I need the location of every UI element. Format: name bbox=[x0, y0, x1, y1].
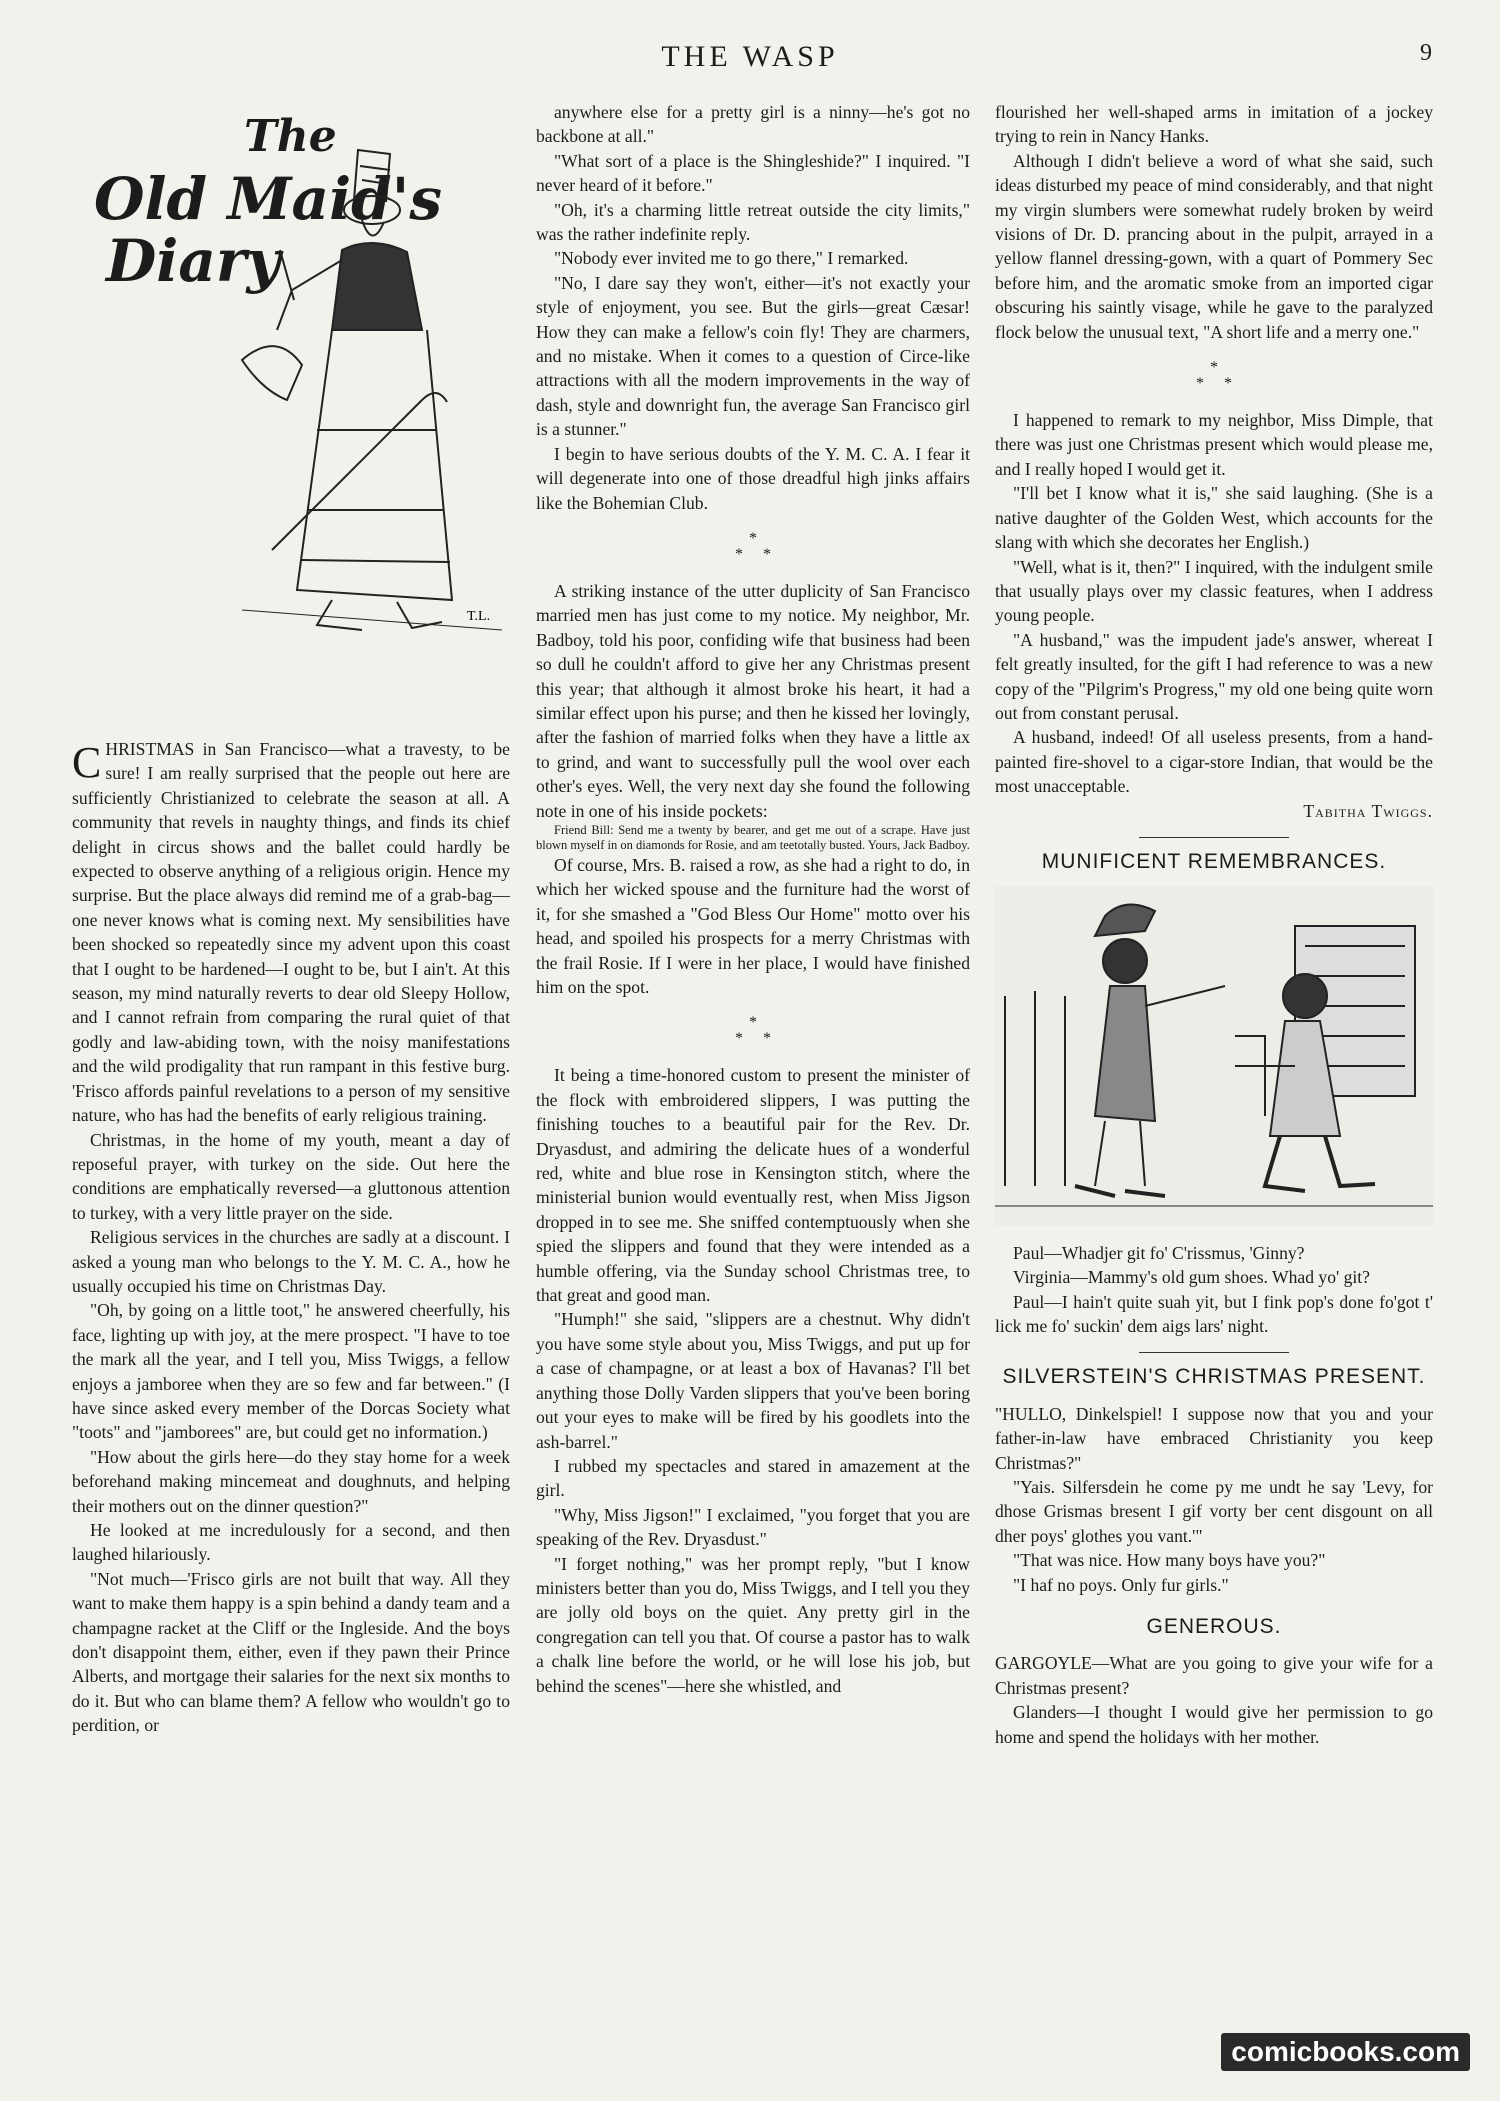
title-block bbox=[72, 100, 510, 645]
paragraph: Of course, Mrs. B. raised a row, as she had a right to do, in which her wicked spouse and the furniture had the worst of it, for she smashed a "God Bless Our Home" motto over his head, and spoiled his prospects for a merry Christmas with the frail Rosie. If I were in her place, I would have finished him on the spot. bbox=[536, 854, 970, 997]
dialog-munificent bbox=[995, 1241, 1433, 1339]
paragraph: Christmas, in the home of my youth, meant a day of reposeful prayer, with turkey on the side. Out here the conditions are emphatically reversed—a gluttonous attention to turkey, with a very little prayer on the side. bbox=[72, 1129, 510, 1223]
title-line-3: Diary bbox=[106, 227, 281, 295]
paragraph: It being a time-honored custom to present the minister of the flock with embroidered slippers, I was putting the finishing touches to a beautiful pair for the Rev. Dr. Dryasdust, and admiring the delicate hues of a wonderful red, white and blue rose in Kensington stitch, where the ministerial bunion would eventually rest, when Miss Jigson dropped in to see me. She sniffed contemptuously when she spied the slippers and found that they were intended as a humble offering, via the Sunday school Christmas tree, to that great and good man. bbox=[536, 1065, 970, 1306]
paragraph: CHRISTMAS in San Francisco—what a travesty, to be sure! I am really surprised that the people out here are sufficiently Christianized to celebrate the season at all. A community that revels in naughty things, and finds its chief delight in circus shows and the ballet could hardly be expected to observe anything of a religious origin. Hence my surprise. But the place always did remind me of a grab-bag—one never knows what is coming next. My sensibilities have been shocked so repeatedly since my advent upon this coast that I ought to be hardened—I ought to be, but I ain't. At this season, my mind naturally reverts to dear old Sleepy Hollow, and I cannot refrain from comparing the rural quiet of that godly and law-abiding town, with the noisy manifestations and the wild prodigality that run rampant in this festive burg. 'Frisco affords painful revelations to a person of my sensitive nature, who has had the benefits of early religious training. bbox=[72, 738, 510, 1126]
dialog-line: Paul—Whadjer git fo' C'rissmus, 'Ginny? bbox=[1013, 1242, 1305, 1263]
paragraph: "Well, what is it, then?" I inquired, with the indulgent smile that usually plays over my classic features, when I address young people. bbox=[995, 556, 1433, 626]
paragraph: "HULLO, Dinkelspiel! I suppose now that you and your father-in-law have embraced Christianity you keep Christmas?" bbox=[995, 1403, 1433, 1473]
paragraph: A husband, indeed! Of all useless presents, from a hand-painted fire-shovel to a cigar-store Indian, that would be the most unacceptable. bbox=[995, 727, 1433, 797]
page-number: 9 bbox=[1420, 40, 1432, 66]
title-line-1: The bbox=[244, 111, 337, 162]
illustrator-initials: T.L. bbox=[467, 609, 491, 624]
paragraph: GARGOYLE—What are you going to give your wife for a Christmas present? bbox=[995, 1653, 1433, 1698]
section-title-munificent: MUNIFICENT REMEMBRANCES. bbox=[1041, 849, 1387, 873]
paragraph: "I'll bet I know what it is," she said laughing. (She is a native daughter of the Golden West, which accounts for the slang with which she decorates her English.) bbox=[995, 483, 1433, 553]
paragraph: I rubbed my spectacles and stared in amazement at the girl. bbox=[536, 1455, 970, 1501]
section-break: * * * bbox=[735, 529, 771, 563]
divider bbox=[1139, 1352, 1289, 1353]
column-3 bbox=[995, 100, 1433, 1749]
section-break: * * * bbox=[735, 1014, 771, 1048]
note-text: Friend Bill: Send me a twenty by bearer, and get me out of a scrape. Have just blown myself in on diamonds for Rosie, and am teetotally busted. Yours, Jack Badboy. bbox=[536, 822, 970, 852]
paragraph: "What sort of a place is the Shingleshide?" I inquired. "I never heard of it before." bbox=[536, 150, 970, 196]
paragraph: "Oh, by going on a little toot," he answered cheerfully, his face, lighting up with joy, at the mere prospect. "I have to toe the mark all the year, and I tell you, Miss Twiggs, a fellow enjoys a jamboree when they are so few and far between." (I have since asked every member of the Dorcas Society what "toots" and "jamborees" are, but could get no information.) bbox=[72, 1300, 510, 1443]
running-head: THE WASP bbox=[661, 40, 839, 73]
paragraph: "Nobody ever invited me to go there," I remarked. bbox=[554, 248, 909, 269]
paragraph: "That was nice. How many boys have you?" bbox=[1013, 1550, 1326, 1571]
paragraph: "Why, Miss Jigson!" I exclaimed, "you forget that you are speaking of the Rev. Dryasdust." bbox=[536, 1504, 970, 1550]
paragraph: "Yais. Silfersdein he come py me undt he say 'Levy, for dhose Grismas bresent I gif vorty ber cent disgount on all dher poys' glothes you vant.'" bbox=[995, 1477, 1433, 1546]
dialog-line: Paul—I hain't quite suah yit, but I fink pop's done fo'got t' lick me fo' suckin' dem aigs lars' night. bbox=[995, 1291, 1433, 1336]
paragraph: "A husband," was the impudent jade's answer, whereat I felt greatly insulted, for the gift I had reference to was a new copy of the "Pilgrim's Progress," my old one being quite worn out from constant perusal. bbox=[995, 629, 1433, 723]
paragraph: "Oh, it's a charming little retreat outside the city limits," was the rather indefinite reply. bbox=[536, 199, 970, 245]
paragraph: anywhere else for a pretty girl is a ninny—he's got no backbone at all." bbox=[536, 102, 970, 147]
watermark: comicbooks.com bbox=[1221, 2033, 1470, 2071]
old-maid-illustration bbox=[222, 130, 522, 650]
title-line-2: Old Maid's bbox=[94, 165, 443, 233]
paragraph: "No, I dare say they won't, either—it's not exactly your style of enjoyment, you see. But the girls—great Cæsar! How they can make a fellow's coin fly! They are charmers, and no mistake. When it comes to a question of Circe-like attractions with all the modern improvements in the way of dash, style and downright fun, the average San Francisco girl is a stunner." bbox=[536, 272, 970, 440]
section-title-silverstein: SILVERSTEIN'S CHRISTMAS PRESENT. bbox=[1002, 1365, 1426, 1389]
paragraph: "How about the girls here—do they stay home for a week beforehand making mincemeat and doughnuts, and helping their mothers out on the dinner question?" bbox=[72, 1446, 510, 1516]
paragraph: Glanders—I thought I would give her permission to go home and spend the holidays with her mother. bbox=[995, 1702, 1433, 1747]
paragraph: I happened to remark to my neighbor, Miss Dimple, that there was just one Christmas present which would please me, and I really hoped I would get it. bbox=[995, 410, 1433, 479]
drop-cap: C bbox=[72, 738, 102, 787]
section-break: * * * bbox=[1196, 359, 1232, 393]
paragraph: Although I didn't believe a word of what she said, such ideas disturbed my peace of mind considerably, and that night my virgin slumbers were somewhat rudely broken by weird visions of Dr. D. prancing about in the pulpit, arrayed in a yellow flannel dressing-gown, with a quart of Pommery Sec before him, and the aromatic smoke from an imported cigar obscuring his saintly visage, while he gave to the paralyzed flock below the unusual text, "A short life and a merry one." bbox=[995, 150, 1433, 342]
paragraph: "Humph!" she said, "slippers are a chestnut. Why didn't you have some style about you, Miss Twiggs, and put up for a case of champagne, or at least a box of Havanas? I'll bet anything those Dolly Varden slippers that you've been boring out your eyes to make will be fired by his goodlets into the ash-barrel." bbox=[536, 1309, 970, 1452]
cartoon-illustration bbox=[995, 886, 1433, 1226]
paragraph: I begin to have serious doubts of the Y. M. C. A. I fear it will degenerate into one of those dreadful high jinks affairs like the Bohemian Club. bbox=[536, 443, 970, 513]
paragraph: "I haf no poys. Only fur girls." bbox=[1013, 1574, 1229, 1595]
paragraph: flourished her well-shaped arms in imitation of a jockey trying to rein in Nancy Hanks. bbox=[995, 102, 1433, 147]
divider bbox=[1139, 837, 1289, 838]
column-1 bbox=[72, 100, 510, 1738]
paragraph: A striking instance of the utter duplicity of San Francisco married men has just come to my notice. My neighbor, Mr. Badboy, told his poor, confiding wife that business had been so dull he couldn't afford to give her any Christmas present this year; that although it almost broke his heart, it had a similar effect upon his purse; and then he kissed her lovingly, after the fashion of married folks when they have a little ax to grind, and want to successfully pull the wool over each other's eyes. Well, the very next day she found the following note in one of his inside pockets: bbox=[536, 580, 970, 821]
paragraph: He looked at me incredulously for a second, and then laughed hilariously. bbox=[72, 1520, 510, 1565]
column-2 bbox=[536, 100, 970, 1698]
signature: Tabitha Twiggs. bbox=[1303, 800, 1433, 821]
paragraph: "I forget nothing," was her prompt reply, "but I know ministers better than you do, Miss Twiggs, and I tell you they are jolly old boys on the quiet. Any pretty girl in the congregation can tell you that. Of course a pastor has to walk a chalk line before the world, or he will lose his job, but behind the scenes"—here she whistled, and bbox=[536, 1553, 970, 1696]
dialog-line: Virginia—Mammy's old gum shoes. Whad yo' git? bbox=[1013, 1267, 1370, 1288]
paragraph: "Not much—'Frisco girls are not built that way. All they want to make them happy is a spin behind a dandy team and a champagne racket at the Cliff or the Ingleside. And the boys don't disappoint them, either, even if they pawn their Prince Alberts, and mortgage their salaries for the next six months to do it. But who can blame them? A fellow who wouldn't go to perdition, or bbox=[72, 1568, 510, 1736]
paragraph: Religious services in the churches are sadly at a discount. I asked a young man who belongs to the Y. M. C. A., how he usually occupied his time on Christmas Day. bbox=[72, 1227, 510, 1296]
section-title-generous: GENEROUS. bbox=[1146, 1615, 1282, 1639]
